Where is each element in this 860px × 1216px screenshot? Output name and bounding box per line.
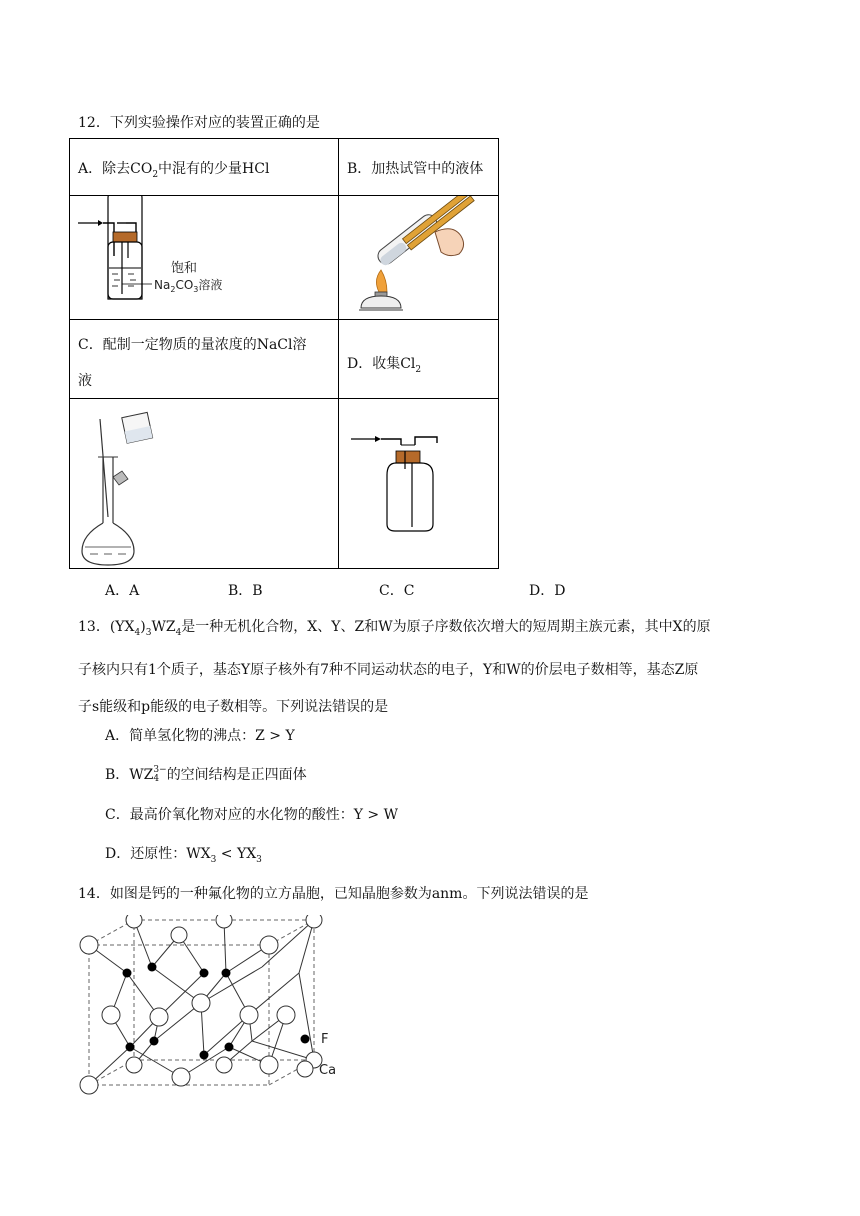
label-saturated: 饱和 xyxy=(171,261,198,276)
legend-f-marker xyxy=(301,1035,310,1044)
cell-b-label xyxy=(339,139,499,196)
option-b-label: B．加热试管中的液体 xyxy=(347,161,484,177)
option-c-label-line1: C．配制一定物质的量浓度的NaCl溶 xyxy=(78,337,307,353)
q13-stem xyxy=(78,609,788,726)
cell-c-label xyxy=(70,320,339,399)
answer-b: B．B xyxy=(228,583,263,599)
q13-stem-line3: 子s能级和p能级的电子数相等。下列说法错误的是 xyxy=(78,698,389,715)
q13-option-a: A．简单氢化物的沸点：Z > Y xyxy=(105,728,295,744)
caf2-unit-cell-figure xyxy=(74,915,364,1097)
gas-wash-bottle-figure xyxy=(70,196,338,320)
f-atoms xyxy=(123,963,234,1060)
q13-option-c: C．最高价氧化物对应的水化物的酸性：Y > W xyxy=(105,807,398,823)
q14-stem: 14．如图是钙的一种氟化物的立方晶胞，已知晶胞参数为anm。下列说法错误的是 xyxy=(78,886,589,902)
q13-stem-line2: 子核内只有1个质子，基态Y原子核外有7种不同运动状态的电子，Y和W的价层电子数相等，基态Z原 xyxy=(78,661,699,678)
legend-ca-label: Ca xyxy=(319,1063,337,1078)
answer-a: A．A xyxy=(105,583,140,599)
q13-option-d: D．还原性：$WX_3 < YX_3$ xyxy=(105,846,262,865)
cell-a-figure xyxy=(70,196,339,320)
heating-test-tube-figure xyxy=(339,196,498,320)
option-d-label: D．收集$Cl_2$ xyxy=(347,356,422,375)
q13-stem-line1: 13．$(YX_4)_3WZ_4$是一种无机化合物，X、Y、Z和W为原子序数依次增大的短周期主族元素，其中X的原 xyxy=(78,619,711,638)
legend-ca-marker xyxy=(297,1061,313,1077)
answer-c: C．C xyxy=(379,583,415,599)
cell-d-figure xyxy=(339,399,499,569)
option-a-label: A．除去CO xyxy=(78,161,153,177)
option-c-label-line2: 液 xyxy=(78,373,92,389)
q13-option-b: B．WZ 3− 4 的空间结构是正四面体 xyxy=(105,765,307,784)
label-na2co3-solution: $Na_2CO_3$溶液 xyxy=(154,278,223,294)
answer-d: D．D xyxy=(529,583,566,599)
legend-f-label: F xyxy=(321,1032,329,1047)
q12-stem: 12．下列实验操作对应的装置正确的是 xyxy=(78,115,320,131)
gas-collection-bottle-figure xyxy=(339,399,498,569)
cell-d-label xyxy=(339,320,499,399)
cell-b-figure xyxy=(339,196,499,320)
cell-a-label: A．除去$CO_2$中混有的少量HCl xyxy=(70,139,339,196)
ca-atoms xyxy=(80,915,322,1094)
cell-c-figure xyxy=(70,399,339,569)
q12-options-table xyxy=(69,138,499,569)
volumetric-flask-figure xyxy=(70,399,338,569)
